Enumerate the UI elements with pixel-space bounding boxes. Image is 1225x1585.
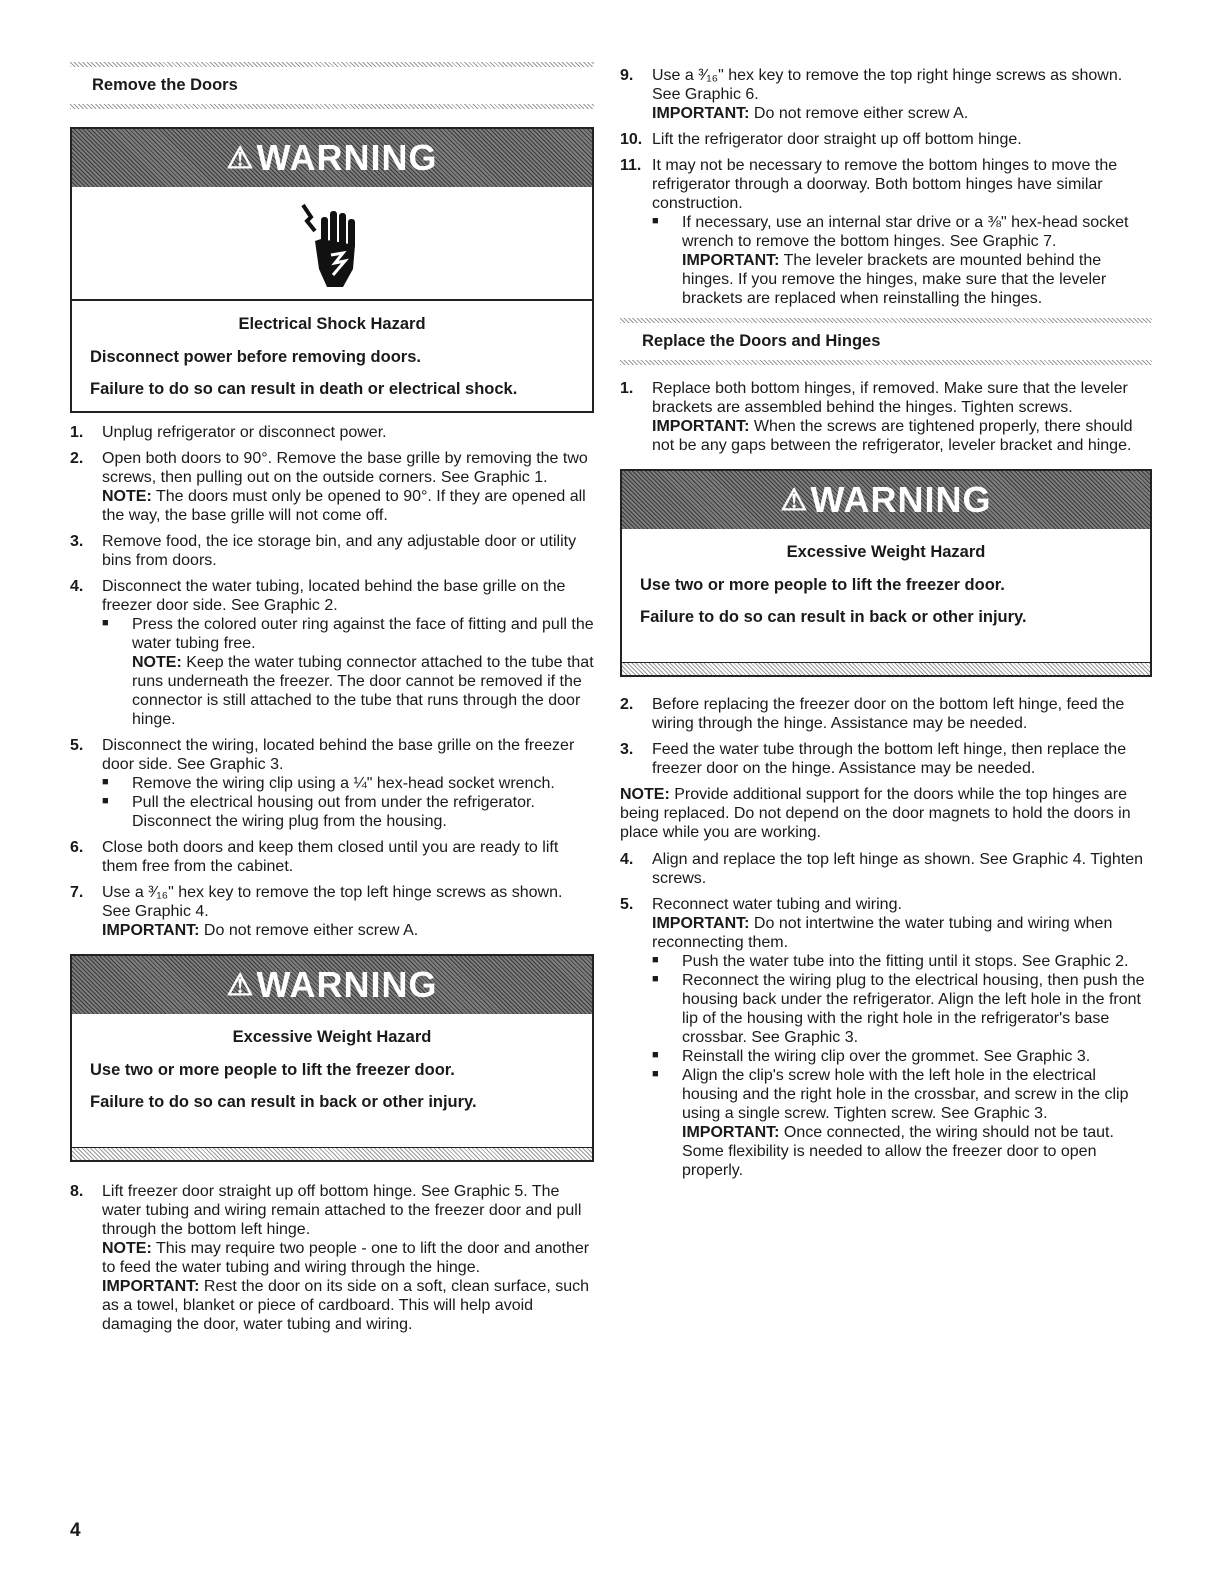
list-item: 10. Lift the refrigerator door straight up off bottom hinge.	[620, 131, 1022, 148]
bullet-item: ■ Reconnect the wiring plug to the electrical housing, then push the housing back under the refrigerator. Align the left hole in the front lip of the housing with the right hole in the refrigerator's base crossbar. See Graphic 3.	[652, 971, 1152, 1047]
left-column	[70, 62, 594, 1341]
list-item: 3. Remove food, the ice storage bin, and any adjustable door or utility bins from doors.	[70, 533, 577, 569]
list-item: 2. Open both doors to 90°. Remove the base grille by removing the two screws, then pulling out on the outside corners. See Graphic 1. NOTE: The doors must only be opened to 90°. If they are opened all the way, the base grille will not come off.	[70, 450, 588, 524]
bullet-item: ■ Press the colored outer ring against the face of fitting and pull the water tubing free.	[102, 615, 594, 653]
removal-steps	[70, 423, 594, 940]
bullet-item: ■ Remove the wiring clip using a ¼" hex-head socket wrench.	[102, 774, 594, 793]
warning-line: Use two or more people to lift the freezer door.	[90, 1061, 455, 1079]
list-item: 5. Reconnect water tubing and wiring. IMPORTANT: Do not intertwine the water tubing and wiring when reconnecting them. ■ Push the water tube into the fitting until it stops. See Graphic 2. ■ Reconnect the wiring plug to the electrical housing, then push the housing back under the refrigerator. Align the left hole in the front lip of the housing with the right hole in the refrigerator's base crossbar. See Graphic 3. ■ Reinstall the wiring clip over the grommet. See Graphic 3. ■ Align the clip's screw hole with the left hole in the electrical housing and the right hole in the crossbar, and screw in the clip using a single screw. Tighten screw. See Graphic 3. IMPORTANT: Once connected, the wiring should not be taut. Some flexibility is needed to allow the freezer door to open properly.	[620, 895, 1152, 1180]
shock-hazard-icon-area	[72, 187, 592, 301]
warning-footer	[622, 662, 1150, 675]
bullet-item: ■ Push the water tube into the fitting until it stops. See Graphic 2.	[652, 952, 1152, 971]
list-item: 8. Lift freezer door straight up off bottom hinge. See Graphic 5. The water tubing and wiring remain attached to the freezer door and pull through the bottom left hinge. NOTE: This may require two people - one to lift the door and another to feed the water tubing and wiring through the hinge. IMPORTANT: Rest the door on its side on a soft, clean surface, such as a towel, blanket or piece of cardboard. This will help avoid damaging the door, water tubing and wiring.	[70, 1183, 590, 1333]
bullet-item: ■ Reinstall the wiring clip over the grommet. See Graphic 3.	[652, 1047, 1152, 1066]
warning-line: Failure to do so can result in back or other injury.	[90, 1093, 477, 1111]
list-item: 1. Unplug refrigerator or disconnect power.	[70, 424, 387, 441]
hazard-title: Excessive Weight Hazard	[786, 543, 986, 561]
list-item: 1. Replace both bottom hinges, if removed. Make sure that the leveler brackets are assembled behind the hinges. Tighten screws. IMPORTANT: When the screws are tightened properly, there should not be any gaps between the refrigerator, leveler bracket and hinge.	[620, 380, 1133, 454]
list-item: 11. It may not be necessary to remove the bottom hinges to move the refrigerator through a doorway. Both bottom hinges have similar construction. ■ If necessary, use an internal star drive or a ⅜" hex-head socket wrench to remove the bottom hinges. See Graphic 7. IMPORTANT: The leveler brackets are mounted behind the hinges. If you remove the hinges, make sure that the leveler brackets are replaced when reinstalling the hinges.	[620, 156, 1152, 308]
warning-triangle-icon: ⚠	[226, 141, 255, 175]
warning-excessive-weight	[70, 954, 594, 1162]
warning-banner: ⚠ WARNING	[72, 956, 592, 1014]
warning-footer	[72, 1147, 592, 1160]
general-note: NOTE: Provide additional support for the doors while the top hinges are being replaced. Do not depend on the door magnets to hold the doors in place while you are working.	[620, 786, 1131, 841]
list-item: 3. Feed the water tube through the bottom left hinge, then replace the freezer door on the hinge. Assistance may be needed.	[620, 741, 1127, 777]
list-item: 4. Align and replace the top left hinge as shown. See Graphic 4. Tighten screws.	[620, 851, 1143, 887]
hazard-title: Excessive Weight Hazard	[232, 1028, 432, 1046]
warning-triangle-icon: ⚠	[780, 483, 809, 517]
warning-line: Failure to do so can result in death or electrical shock.	[90, 380, 518, 398]
list-item: 5. Disconnect the wiring, located behind the base grille on the freezer door side. See Graphic 3. ■ Remove the wiring clip using a ¼" hex-head socket wrench. ■ Pull the electrical housing out from under the refrigerator. Disconnect the wiring plug from the housing.	[70, 736, 594, 831]
bullet-item: ■ Pull the electrical housing out from under the refrigerator. Disconnect the wiring plug from the housing.	[102, 793, 594, 831]
bullet-item: ■ If necessary, use an internal star drive or a ⅜" hex-head socket wrench to remove the bottom hinges. See Graphic 7.	[652, 213, 1152, 251]
list-item: 6. Close both doors and keep them closed until you are ready to lift them free from the cabinet.	[70, 839, 559, 875]
bullet-item: ■ Align the clip's screw hole with the left hole in the electrical housing and the right hole in the crossbar, and screw in the clip using a single screw. Tighten screw. See Graphic 3.	[652, 1066, 1152, 1123]
page-number: 4	[70, 1520, 81, 1541]
list-item: 2. Before replacing the freezer door on the bottom left hinge, feed the wiring through the hinge. Assistance may be needed.	[620, 696, 1125, 732]
warning-banner: ⚠ WARNING	[622, 471, 1150, 529]
hazard-title: Electrical Shock Hazard	[238, 315, 426, 333]
section-heading-remove-doors: Remove the Doors	[70, 62, 594, 109]
right-column	[620, 66, 1152, 1187]
list-item: 9. Use a ³⁄₁₆" hex key to remove the top right hinge screws as shown. See Graphic 6. IMPORTANT: Do not remove either screw A.	[620, 67, 1123, 122]
warning-banner: ⚠ WARNING	[72, 129, 592, 187]
warning-line: Disconnect power before removing doors.	[90, 348, 421, 366]
warning-line: Use two or more people to lift the freezer door.	[640, 576, 1005, 594]
electrical-shock-hand-icon	[297, 195, 367, 291]
list-item: 4. Disconnect the water tubing, located behind the base grille on the freezer door side. See Graphic 2. ■ Press the colored outer ring against the face of fitting and pull the water tubing free. NOTE: Keep the water tubing connector attached to the tube that runs underneath the freezer. The door cannot be removed if the connector is still attached to the tube that runs through the door hinge.	[70, 577, 594, 729]
warning-triangle-icon: ⚠	[226, 968, 255, 1002]
list-item: 7. Use a ³⁄₁₆" hex key to remove the top left hinge screws as shown. See Graphic 4. IMPORTANT: Do not remove either screw A.	[70, 884, 563, 939]
warning-line: Failure to do so can result in back or other injury.	[640, 608, 1027, 626]
section-heading-replace-doors: Replace the Doors and Hinges	[620, 318, 1152, 365]
warning-excessive-weight	[620, 469, 1152, 677]
warning-electrical-shock	[70, 127, 594, 413]
